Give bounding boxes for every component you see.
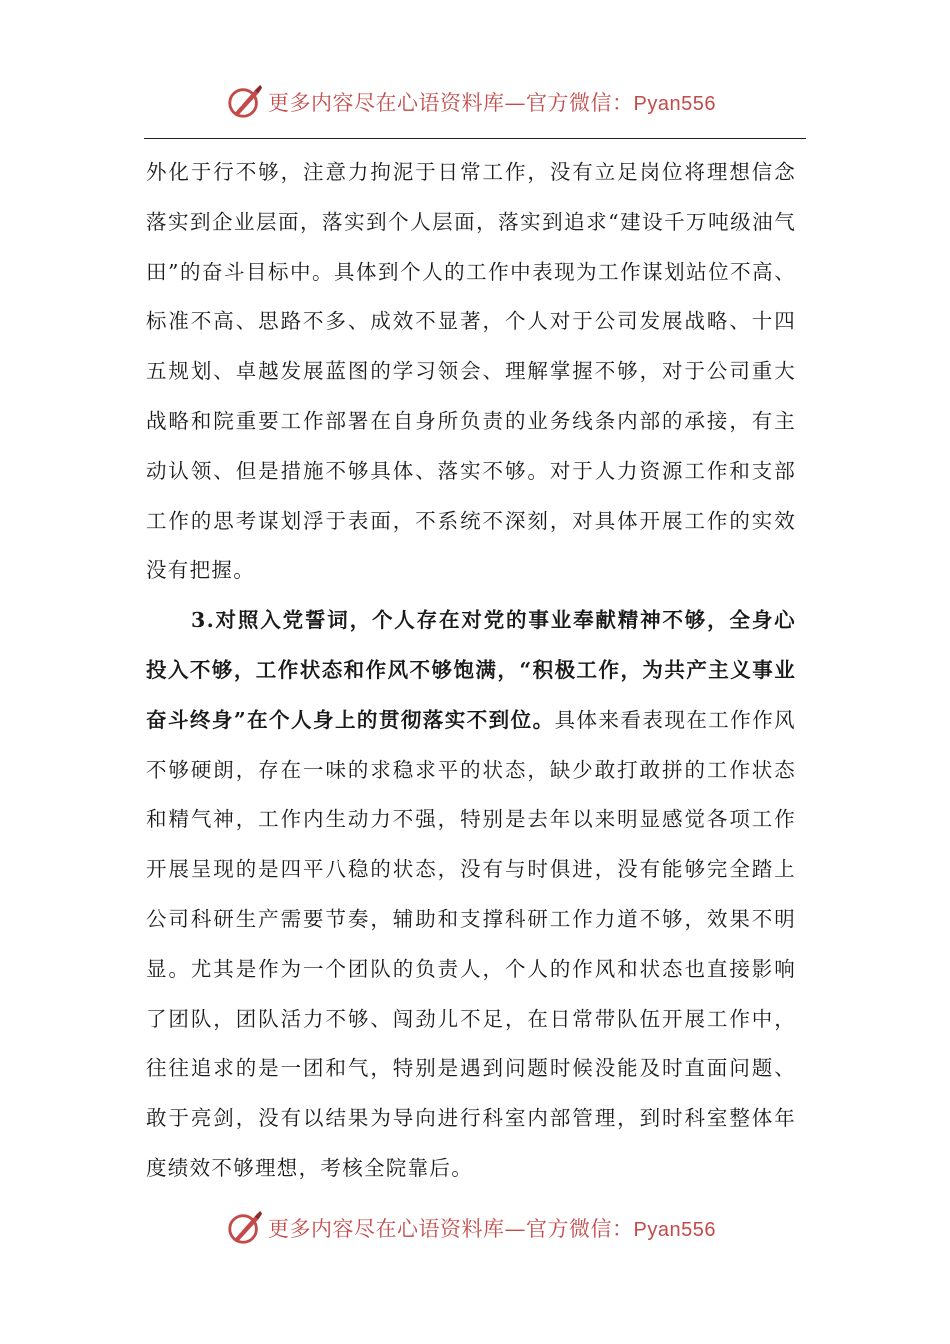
header-banner-text: 更多内容尽在心语资料库—官方微信：Pyan556 <box>268 91 716 115</box>
footer-wechat-id: Pyan556 <box>633 1219 716 1241</box>
header-rule <box>144 138 806 139</box>
pen-logo-icon <box>226 1209 264 1247</box>
document-body <box>146 148 796 1194</box>
paragraph-2-body: 具体来看表现在工作作风不够硬朗，存在一味的求稳求平的状态，缺少敢打敢拼的工作状态和精气神，工作内生动力不强，特别是去年以来明显感觉各项工作开展呈现的是四平八稳的状态，没有与时俱进，没有能够完全踏上公司科研生产需要节奏，辅助和支撑科研工作力道不够，效果不明显。尤其是作为一个团队的负责人，个人的作风和状态也直接影响了团队，团队活力不够、闯劲儿不足，在日常带队伍开展工作中，往往追求的是一团和气，特别是遇到问题时候没能及时直面问题、敢于亮剑，没有以结果为导向进行科室内部管理，到时科室整体年度绩效不够理想，考核全院靠后。 <box>146 707 796 1180</box>
footer-banner-text: 更多内容尽在心语资料库—官方微信：Pyan556 <box>268 1217 716 1241</box>
header-banner <box>226 82 746 122</box>
header-wechat-id: Pyan556 <box>633 93 716 115</box>
paragraph-1: 外化于行不够，注意力拘泥于日常工作，没有立足岗位将理想信念落实到企业层面，落实到个人层面，落实到追求“建设千万吨级油气田”的奋斗目标中。具体到个人的工作中表现为工作谋划站位不高、标准不高、思路不多、成效不显著，个人对于公司发展战略、十四五规划、卓越发展蓝图的学习领会、理解掌握不够，对于公司重大战略和院重要工作部署在自身所负责的业务线条内部的承接，有主动认领、但是措施不够具体、落实不够。对于人力资源工作和支部工作的思考谋划浮于表面，不系统不深刻，对具体开展工作的实效没有把握。 <box>146 160 796 583</box>
pen-logo-icon <box>226 83 264 121</box>
paragraph-2 <box>146 596 796 1194</box>
paragraph-2-heading: 3.对照入党誓词，个人存在对党的事业奉献精神不够，全身心投入不够，工作状态和作风不够饱满，“积极工作，为共产主义事业奋斗终身”在个人身上的贯彻落实不到位。 <box>146 608 796 732</box>
footer-banner <box>226 1208 746 1248</box>
